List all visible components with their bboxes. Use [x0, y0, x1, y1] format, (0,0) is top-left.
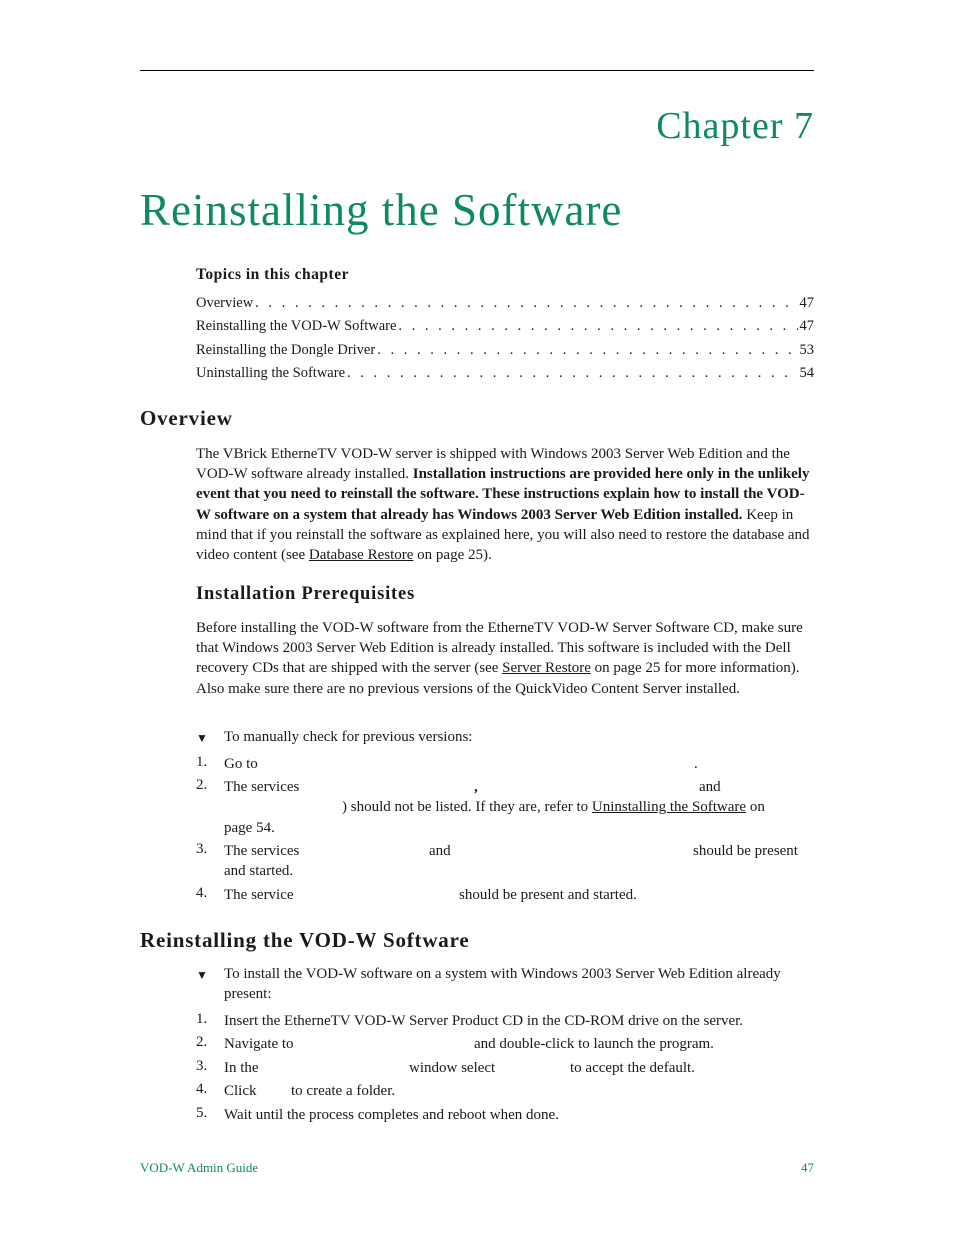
- text: to accept the default.: [570, 1060, 695, 1076]
- text: on page 25 for more information). Also make sure there are no previous versions of the QuickVideo Content Server installed.: [196, 660, 800, 697]
- text: window select: [409, 1060, 496, 1076]
- step-number: 5.: [196, 1105, 208, 1121]
- toc-leader: [398, 318, 797, 335]
- text: to create a folder.: [291, 1083, 396, 1099]
- toc-label: Reinstalling the VOD-W Software: [196, 318, 397, 334]
- text: on page 25).: [413, 547, 492, 564]
- topics-heading: Topics in this chapter: [196, 266, 349, 283]
- text: Click: [224, 1083, 257, 1099]
- text: should be present and started.: [459, 887, 637, 903]
- procedure-intro: To install the VOD-W software on a system with Windows 2003 Server Web Edition already present:: [224, 966, 781, 1003]
- step-number: 3.: [196, 841, 208, 857]
- text: Keep in mind that if you reinstall the software as explained here, you will also need to restore the database and video content (see: [196, 506, 810, 564]
- toc-label: Uninstalling the Software: [196, 365, 346, 381]
- prereq-paragraph: [196, 618, 814, 699]
- step-5: Wait until the process completes and reboot when done.: [224, 1107, 559, 1123]
- chapter-number: Chapter 7: [656, 105, 814, 147]
- toc-page: 53: [799, 342, 814, 358]
- text: ,: [474, 779, 478, 795]
- text: should be present: [693, 843, 798, 859]
- toc-entry[interactable]: [196, 342, 814, 359]
- text: Go to: [224, 756, 258, 772]
- toc-page: 47: [799, 295, 814, 311]
- step-number: 2.: [196, 777, 208, 793]
- text: The services: [224, 779, 300, 795]
- text: .: [694, 756, 698, 772]
- triangle-bullet-icon: ▼: [196, 968, 208, 982]
- text: and: [699, 779, 721, 795]
- text: ) should not be listed. If they are, refer to: [342, 799, 592, 815]
- toc-entry[interactable]: [196, 318, 814, 335]
- reinstall-heading: Reinstalling the VOD-W Software: [140, 928, 470, 952]
- text: The VBrick EtherneTV VOD-W server is shipped with Windows 2003 Server Web Edition and the VOD-W software already installed.: [196, 446, 790, 483]
- step-number: 3.: [196, 1058, 208, 1074]
- toc-leader: [255, 295, 797, 312]
- text: and started.: [224, 863, 294, 879]
- prereq-heading: Installation Prerequisites: [196, 584, 415, 604]
- text: and: [429, 843, 451, 859]
- toc-label: Reinstalling the Dongle Driver: [196, 342, 376, 358]
- step-4: [224, 885, 814, 905]
- step-number: 1.: [196, 754, 208, 770]
- step-3: [224, 1058, 814, 1078]
- toc-leader: [347, 365, 797, 382]
- step-3: [224, 841, 814, 883]
- toc-entry[interactable]: [196, 295, 814, 312]
- server-restore-link[interactable]: Server Restore: [502, 660, 591, 677]
- step-1: Insert the EtherneTV VOD-W Server Product CD in the CD-ROM drive on the server.: [224, 1013, 744, 1029]
- text: The services: [224, 843, 300, 859]
- text: Before installing the VOD-W software from the EtherneTV VOD-W Server Software CD, make sure that Windows 2003 Server Web Edition is already installed. This software is included with the Dell recovery CDs that are shipped with the server (see: [196, 620, 803, 677]
- triangle-bullet-icon: ▼: [196, 731, 208, 745]
- step-number: 4.: [196, 885, 208, 901]
- text: Navigate to: [224, 1036, 294, 1052]
- step-1: [224, 754, 814, 774]
- text: and double-click to launch the program.: [474, 1036, 714, 1052]
- bold-text: Installation instructions are provided here only in the unlikely event that you need to reinstall the software. These instructions explain how to install the VOD-W software on a system that already has Windows 2003 Server Web Edition installed.: [196, 466, 810, 523]
- toc-page: 47: [799, 318, 814, 334]
- step-2: [224, 1034, 814, 1054]
- text: The service: [224, 887, 294, 903]
- footer-page-number: 47: [801, 1160, 814, 1175]
- toc-entry[interactable]: [196, 365, 814, 382]
- step-number: 4.: [196, 1081, 208, 1097]
- step-4: [224, 1081, 814, 1101]
- uninstalling-link[interactable]: Uninstalling the Software: [591, 799, 747, 815]
- procedure-intro: To manually check for previous versions:: [224, 729, 473, 745]
- chapter-title: Reinstalling the Software: [140, 185, 623, 235]
- step-number: 1.: [196, 1011, 208, 1027]
- database-restore-link[interactable]: Database Restore: [308, 547, 414, 564]
- text: In the: [224, 1060, 259, 1076]
- footer-guide-title: VOD-W Admin Guide: [140, 1160, 259, 1175]
- text: page 54.: [224, 820, 275, 836]
- toc-label: Overview: [196, 295, 254, 311]
- overview-heading: Overview: [140, 406, 233, 430]
- step-2: [224, 777, 814, 839]
- overview-paragraph: [196, 444, 814, 565]
- toc-page: 54: [799, 365, 814, 381]
- toc-leader: [377, 342, 797, 359]
- text: on: [746, 799, 765, 815]
- header-rule: [140, 70, 814, 71]
- step-number: 2.: [196, 1034, 208, 1050]
